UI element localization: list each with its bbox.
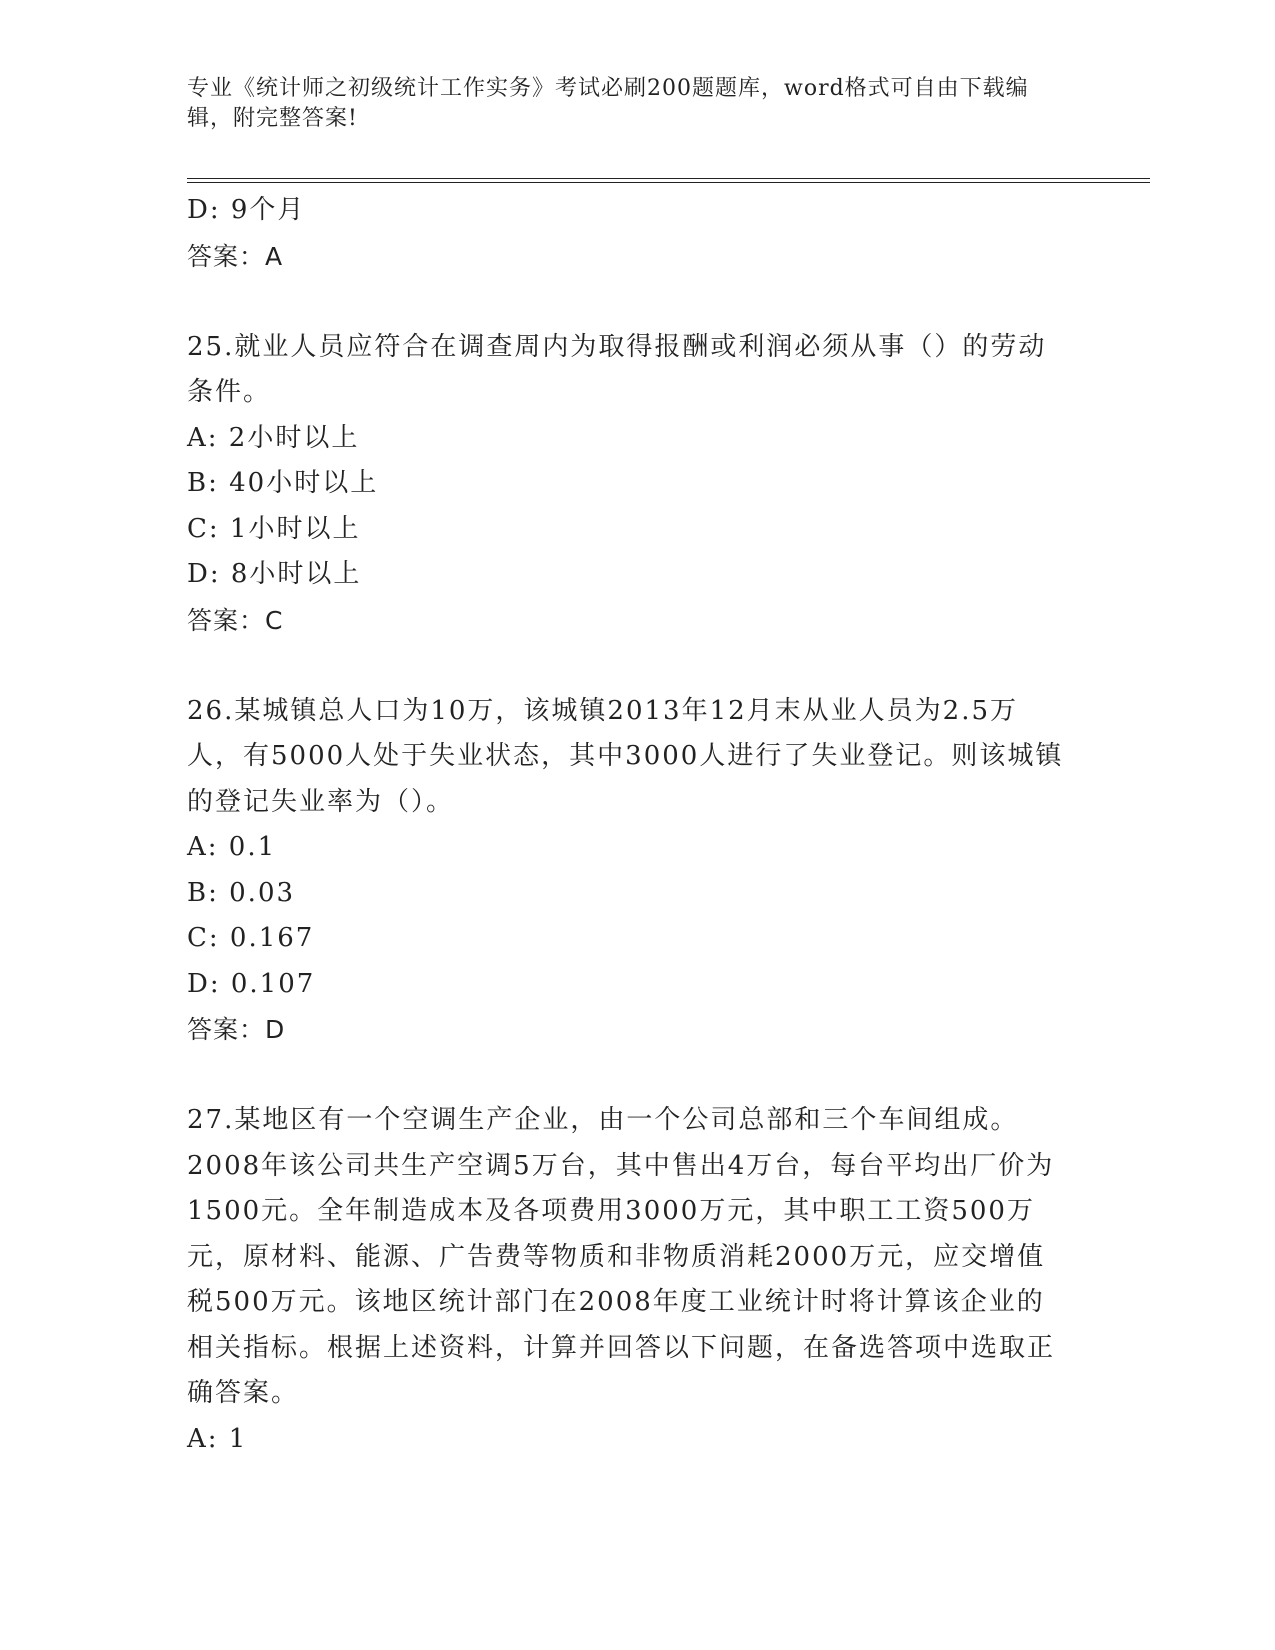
option-c: C: 0.167 [187,923,315,953]
answer-line: 答案：D [187,1015,286,1044]
question-stem: 25.就业人员应符合在调查周内为取得报酬或利润必须从事（）的劳动条件。 [187,331,1047,407]
option-b: B: 40小时以上 [187,468,379,498]
spacer [187,279,1067,325]
question-26 [187,689,1067,1053]
question-stem: 26.某城镇总人口为10万，该城镇2013年12月末从业人员为2.5万人，有5000人处于失业状态，其中3000人进行了失业登记。则该城镇的登记失业率为（）。 [187,695,1064,817]
page-header: 专业《统计师之初级统计工作实务》考试必刷200题题库，word格式可自由下载编辑，附完整答案! [187,76,1029,131]
spacer [187,1053,1067,1099]
answer-line: 答案：C [187,605,284,635]
option-d: D: 9个月 [187,195,306,225]
header-rule-bottom [187,182,1150,183]
question-25 [187,325,1067,644]
document-body [187,188,1067,1462]
option-a: A: 1 [187,1423,248,1454]
question-27 [187,1098,1067,1462]
question-stem: 27.某地区有一个空调生产企业，由一个公司总部和三个车间组成。2008年该公司共生产空调5万台，其中售出4万台，每台平均出厂价为1500元。全年制造成本及各项费用3000万元，其中职工工资500万元，原材料、能源、广告费等物质和非物质消耗2000万元，应交增值税500万元。该地区统计部门在2008年度工业统计时将计算该企业的相关指标。根据上述资料，计算并回答以下问题，在备选答项中选取正确答案。 [187,1105,1056,1408]
option-d: D: 0.107 [187,968,316,999]
option-b: B: 0.03 [187,877,296,908]
answer-line: 答案：A [187,241,284,271]
option-d: D: 8小时以上 [187,559,362,589]
option-a: A: 0.1 [187,832,277,862]
spacer [187,643,1067,689]
header-rule-top [187,178,1150,179]
option-c: C: 1小时以上 [187,513,361,544]
option-a: A: 2小时以上 [187,422,360,453]
